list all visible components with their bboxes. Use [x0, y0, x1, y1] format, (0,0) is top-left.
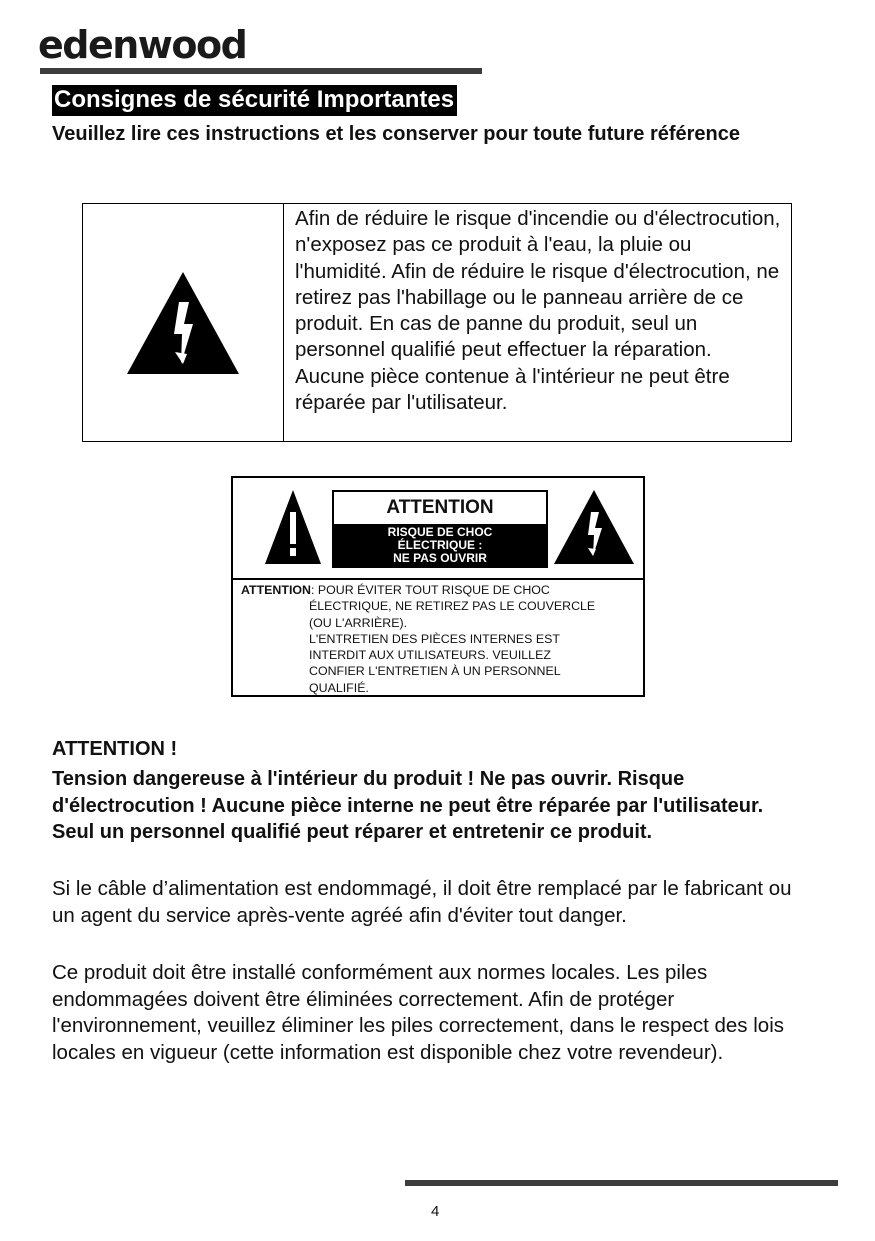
caution-label-top: [233, 478, 643, 580]
caution-label-center: [332, 490, 548, 568]
warning-table: [82, 203, 792, 442]
caution-label-warning-line: RISQUE DE CHOC: [387, 525, 493, 539]
caution-label-line: CONFIER L'ENTRETIEN À UN PERSONNEL: [309, 664, 561, 679]
page-number: 4: [431, 1203, 440, 1220]
caution-label-line: L'ENTRETIEN DES PIÈCES INTERNES EST: [309, 631, 560, 646]
attention-bold-text: Tension dangereuse à l'intérieur du produit ! Ne pas ouvrir. Risque d'électrocution ! Aucune pièce interne ne peut être réparée par l'utilisateur. Seul un personnel qualifié peut réparer et entretenir ce produit.: [52, 768, 764, 843]
header-rule: [40, 68, 482, 74]
caution-label: [231, 476, 645, 697]
electric-shock-warning-icon: [554, 490, 634, 564]
warning-icon-cell: [83, 204, 284, 441]
power-cable-paragraph: Si le câble d’alimentation est endommagé, il doit être remplacé par le fabricant ou un agent du service après-vente agréé afin d'éviter tout danger.: [52, 877, 792, 927]
caution-label-line: QUALIFIÉ.: [309, 680, 369, 695]
brand-logo: edenwood: [38, 23, 247, 67]
caution-label-warning-line: NE PAS OUVRIR: [393, 551, 487, 565]
caution-label-line: ÉLECTRIQUE, NE RETIREZ PAS LE COUVERCLE: [309, 599, 596, 614]
caution-label-text: [241, 582, 641, 696]
exclamation-warning-icon: [265, 490, 321, 564]
caution-label-line: INTERDIT AUX UTILISATEURS. VEUILLEZ: [309, 648, 551, 663]
attention-heading: ATTENTION !: [52, 738, 178, 760]
page-title: Consignes de sécurité Importantes: [52, 85, 457, 116]
warning-text: Afin de réduire le risque d'incendie ou d'électrocution, n'exposez pas ce produit à l'eau, la pluie ou l'humidité. Afin de réduire le risque d'électrocution, ne retirez pas l'habillage ou le panneau arrière de ce produit. En cas de panne du produit, seul un personnel qualifié peut effectuer la réparation. Aucune pièce contenue à l'intérieur ne peut être réparée par l'utilisateur.: [295, 207, 781, 415]
caution-label-warning: [334, 524, 546, 566]
page-subtitle: Veuillez lire ces instructions et les conserver pour toute future référence: [52, 123, 741, 145]
footer-rule: [405, 1180, 838, 1186]
installation-paragraph: Ce produit doit être installé conformément aux normes locales. Les piles endommagées doivent être éliminées correctement. Afin de protéger l'environnement, veuillez éliminer les piles correctement, dans le respect des lois locales en vigueur (cette information est disponible chez votre revendeur).: [52, 961, 785, 1064]
caution-label-warning-line: ÉLECTRIQUE :: [397, 538, 483, 552]
caution-label-line: : POUR ÉVITER TOUT RISQUE DE CHOC: [310, 583, 550, 597]
caution-label-lead: ATTENTION: [241, 583, 311, 597]
electric-shock-warning-icon: [127, 272, 239, 374]
caution-label-line: (OU L'ARRIÈRE).: [309, 615, 408, 630]
caution-label-heading: ATTENTION: [386, 497, 494, 518]
